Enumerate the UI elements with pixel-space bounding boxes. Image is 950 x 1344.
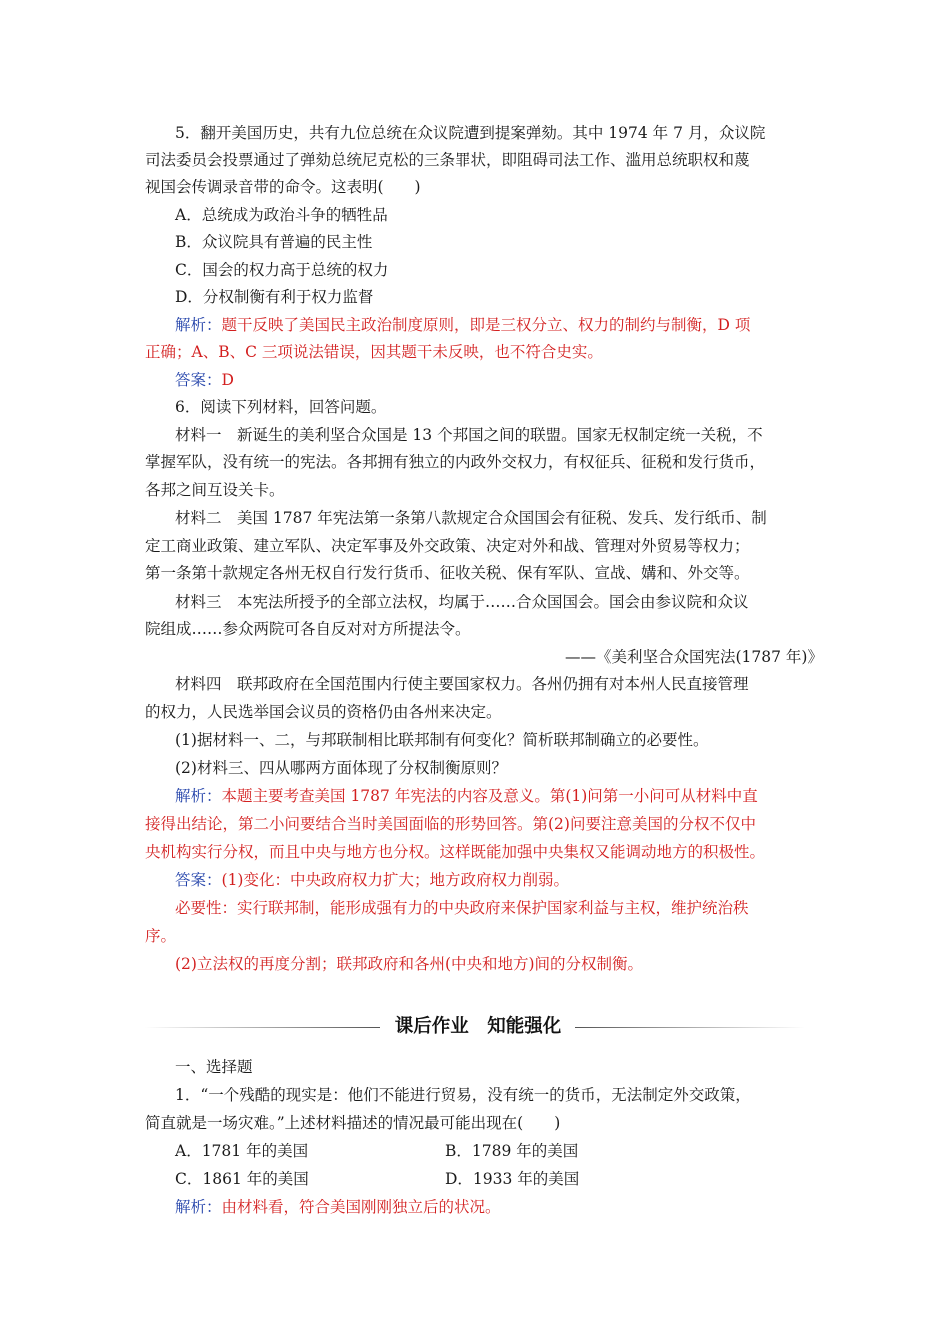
analysis-label: 解析： [175,1198,222,1216]
analysis-label: 解析： [175,787,222,805]
ex-q1-stem-line: 简直就是一场灾难。”上述材料描述的情况最可能出现在( ) [145,1114,561,1132]
q6-material-line: 各邦之间互设关卡。 [145,481,285,499]
heading-rule-right [575,1027,805,1028]
q6-material-line: 定工商业政策、建立军队、决定军事及外交政策、决定对外和战、管理对外贸易等权力； [145,537,750,555]
q6-material-line: 掌握军队，没有统一的宪法。各邦拥有独立的内政外交权力，有权征兵、征税和发行货币， [145,453,766,471]
analysis-text: 由材料看，符合美国刚刚独立后的状况。 [221,1198,501,1216]
q6-material-line: 第一条第十款规定各州无权自行发行货币、征收关税、保有军队、宣战、媾和、外交等。 [145,564,750,582]
q6-material-line: 院组成……参众两院可各自反对对方所提法令。 [145,620,471,638]
q6-question-1: (1)据材料一、二，与邦联制相比联邦制有何变化？简析联邦制确立的必要性。 [175,731,709,749]
answer-text: D [221,371,234,389]
q6-answer-line: (2)立法权的再度分割；联邦政府和各州(中央和地方)间的分权制衡。 [175,955,644,973]
analysis-label: 解析： [175,316,222,334]
q6-analysis-line: 接得出结论，第二小问要结合当时美国面临的形势回答。第(2)问要注意美国的分权不仅中 [145,815,756,833]
q6-question-2: (2)材料三、四从哪两方面体现了分权制衡原则？ [175,759,507,777]
q5-analysis-line: 正确；A、B、C 三项说法错误，因其题干未反映，也不符合史实。 [145,343,603,361]
q5-option-a: A．总统成为政治斗争的牺牲品 [175,206,388,224]
section-title: 课后作业 知能强化 [394,1016,562,1037]
ex-q1-option-a: A．1781 年的美国 [175,1142,309,1160]
answer-label: 答案： [175,871,222,889]
analysis-text: 题干反映了美国民主政治制度原则，即是三权分立、权力的制约与制衡，D 项 [221,316,751,334]
q5-stem-line: 视国会传调录音带的命令。这表明( ) [145,178,421,196]
q6-material-line: 材料二 美国 1787 年宪法第一条第八款规定合众国国会有征税、发兵、发行纸币、制 [175,509,767,527]
q5-option-d: D．分权制衡有利于权力监督 [175,288,374,306]
ex-q1-option-d: D．1933 年的美国 [445,1170,580,1188]
q5-stem-line: 5．翻开美国历史，共有九位总统在众议院遭到提案弹劾。其中 1974 年 7 月，众议院 [175,124,766,142]
q5-answer-line [175,370,234,390]
q6-stem: 6．阅读下列材料，回答问题。 [175,398,387,416]
answer-label: 答案： [175,371,222,389]
ex-q1-stem-line: 1．“一个残酷的现实是：他们不能进行贸易，没有统一的货币，无法制定外交政策， [175,1086,751,1104]
heading-rule-left [145,1027,380,1028]
q6-answer-line: 必要性：实行联邦制，能形成强有力的中央政府来保护国家利益与主权，维护统治秩 [175,899,749,917]
q5-analysis-line [175,315,750,335]
ex-q1-option-c: C．1861 年的美国 [175,1170,309,1188]
q6-material-line: 材料一 新诞生的美利坚合众国是 13 个邦国之间的联盟。国家无权制定统一关税，不 [175,426,763,444]
ex-q1-analysis-line [175,1197,501,1217]
q6-answer-line [175,870,569,890]
q6-analysis-line [175,786,758,806]
q6-answer-line: 序。 [145,927,177,945]
q6-material4-line: 的权力，人民选举国会议员的资格仍由各州来决定。 [145,703,502,721]
section-heading [145,1010,805,1044]
q6-material4-line: 材料四 联邦政府在全国范围内行使主要国家权力。各州仍拥有对本州人民直接管理 [175,675,749,693]
q6-source-citation: ——《美利坚合众国宪法(1787 年)》 [565,648,823,666]
q5-stem-line: 司法委员会投票通过了弹劾总统尼克松的三条罪状，即阻碍司法工作、滥用总统职权和蔑 [145,151,750,169]
q6-analysis-line: 央机构实行分权，而且中央与地方也分权。这样既能加强中央集权又能调动地方的积极性。 [145,843,766,861]
exercise-part-title: 一、选择题 [175,1058,253,1076]
q5-option-c: C．国会的权力高于总统的权力 [175,261,389,279]
q5-option-b: B．众议院具有普遍的民主性 [175,233,373,251]
q6-material-line: 材料三 本宪法所授予的全部立法权，均属于……合众国国会。国会由参议院和众议 [175,593,749,611]
analysis-text: 本题主要考查美国 1787 年宪法的内容及意义。第(1)问第一小问可从材料中直 [221,787,758,805]
answer-text: (1)变化：中央政府权力扩大；地方政府权力削弱。 [221,871,569,889]
ex-q1-option-b: B．1789 年的美国 [445,1142,579,1160]
